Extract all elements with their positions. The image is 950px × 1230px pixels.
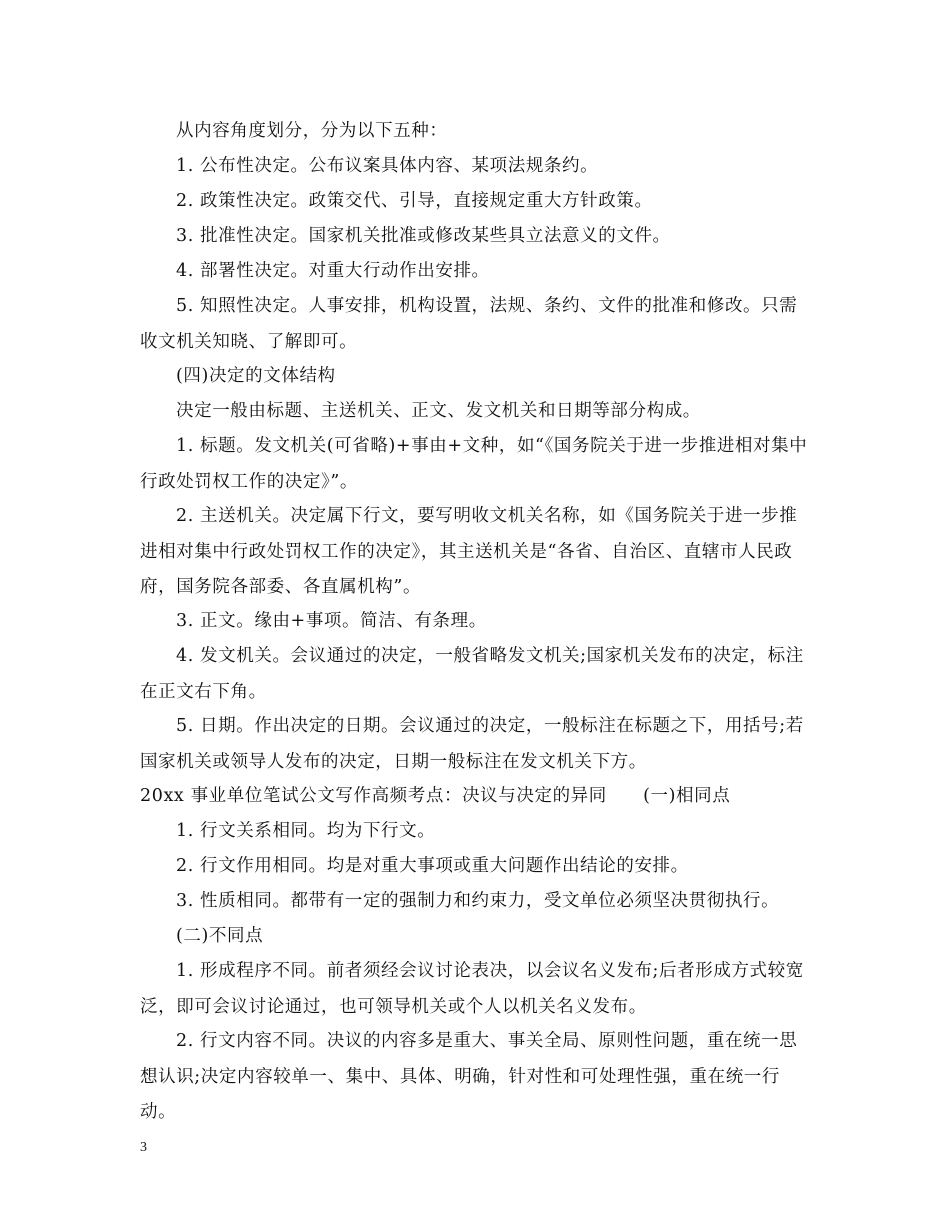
section-title: 20xx 事业单位笔试公文写作高频考点：决议与决定的异同 (一)相同点 bbox=[140, 786, 731, 806]
paragraph: 4. 部署性决定。对重大行动作出安排。 bbox=[176, 261, 490, 281]
paragraph: 2. 政策性决定。政策交代、引导，直接规定重大方针政策。 bbox=[176, 191, 653, 211]
paragraph: 2. 主送机关。决定属下行文，要写明收文机关名称，如《国务院关于进一步推进相对集中行政处罚权工作的决定》，其主送机关是“各省、自治区、直辖市人民政府，国务院各部委、各直属机构”。 bbox=[140, 506, 798, 597]
paragraph: 1. 标题。发文机关(可省略)+事由+文种，如“《国务院关于进一步推进相对集中行政处罚权工作的决定》”。 bbox=[140, 436, 808, 492]
page-number: 3 bbox=[140, 1140, 147, 1155]
paragraph: 3. 正文。缘由+事项。简洁、有条理。 bbox=[176, 611, 487, 631]
paragraph: 3. 性质相同。都带有一定的强制力和约束力，受文单位必须坚决贯彻执行。 bbox=[176, 891, 780, 911]
paragraph: 2. 行文作用相同。均是对重大事项或重大问题作出结论的安排。 bbox=[176, 856, 689, 876]
section-heading: (四)决定的文体结构 bbox=[176, 366, 336, 386]
section-heading: (二)不同点 bbox=[176, 926, 264, 946]
paragraph: 1. 形成程序不同。前者须经会议讨论表决，以会议名义发布;后者形成方式较宽泛，即可会议讨论通过，也可领导机关或个人以机关名义发布。 bbox=[140, 961, 804, 1017]
paragraph: 1. 公布性决定。公布议案具体内容、某项法规条约。 bbox=[176, 156, 599, 176]
paragraph: 4. 发文机关。会议通过的决定，一般省略发文机关;国家机关发布的决定，标注在正文右下角。 bbox=[140, 646, 804, 702]
paragraph: 2. 行文内容不同。决议的内容多是重大、事关全局、原则性问题，重在统一思想认识;决定内容较单一、集中、具体、明确，针对性和可处理性强，重在统一行动。 bbox=[140, 1031, 798, 1122]
paragraph: 3. 批准性决定。国家机关批准或修改某些具立法意义的文件。 bbox=[176, 226, 671, 246]
paragraph: 从内容角度划分，分为以下五种： bbox=[176, 121, 448, 141]
paragraph: 1. 行文关系相同。均为下行文。 bbox=[176, 821, 436, 841]
paragraph: 5. 知照性决定。人事安排，机构设置，法规、条约、文件的批准和修改。只需收文机关知晓、了解即可。 bbox=[140, 296, 798, 352]
paragraph: 决定一般由标题、主送机关、正文、发文机关和日期等部分构成。 bbox=[176, 401, 701, 421]
paragraph: 5. 日期。作出决定的日期。会议通过的决定，一般标注在标题之下，用括号;若国家机关或领导人发布的决定，日期一般标注在发文机关下方。 bbox=[140, 716, 804, 772]
